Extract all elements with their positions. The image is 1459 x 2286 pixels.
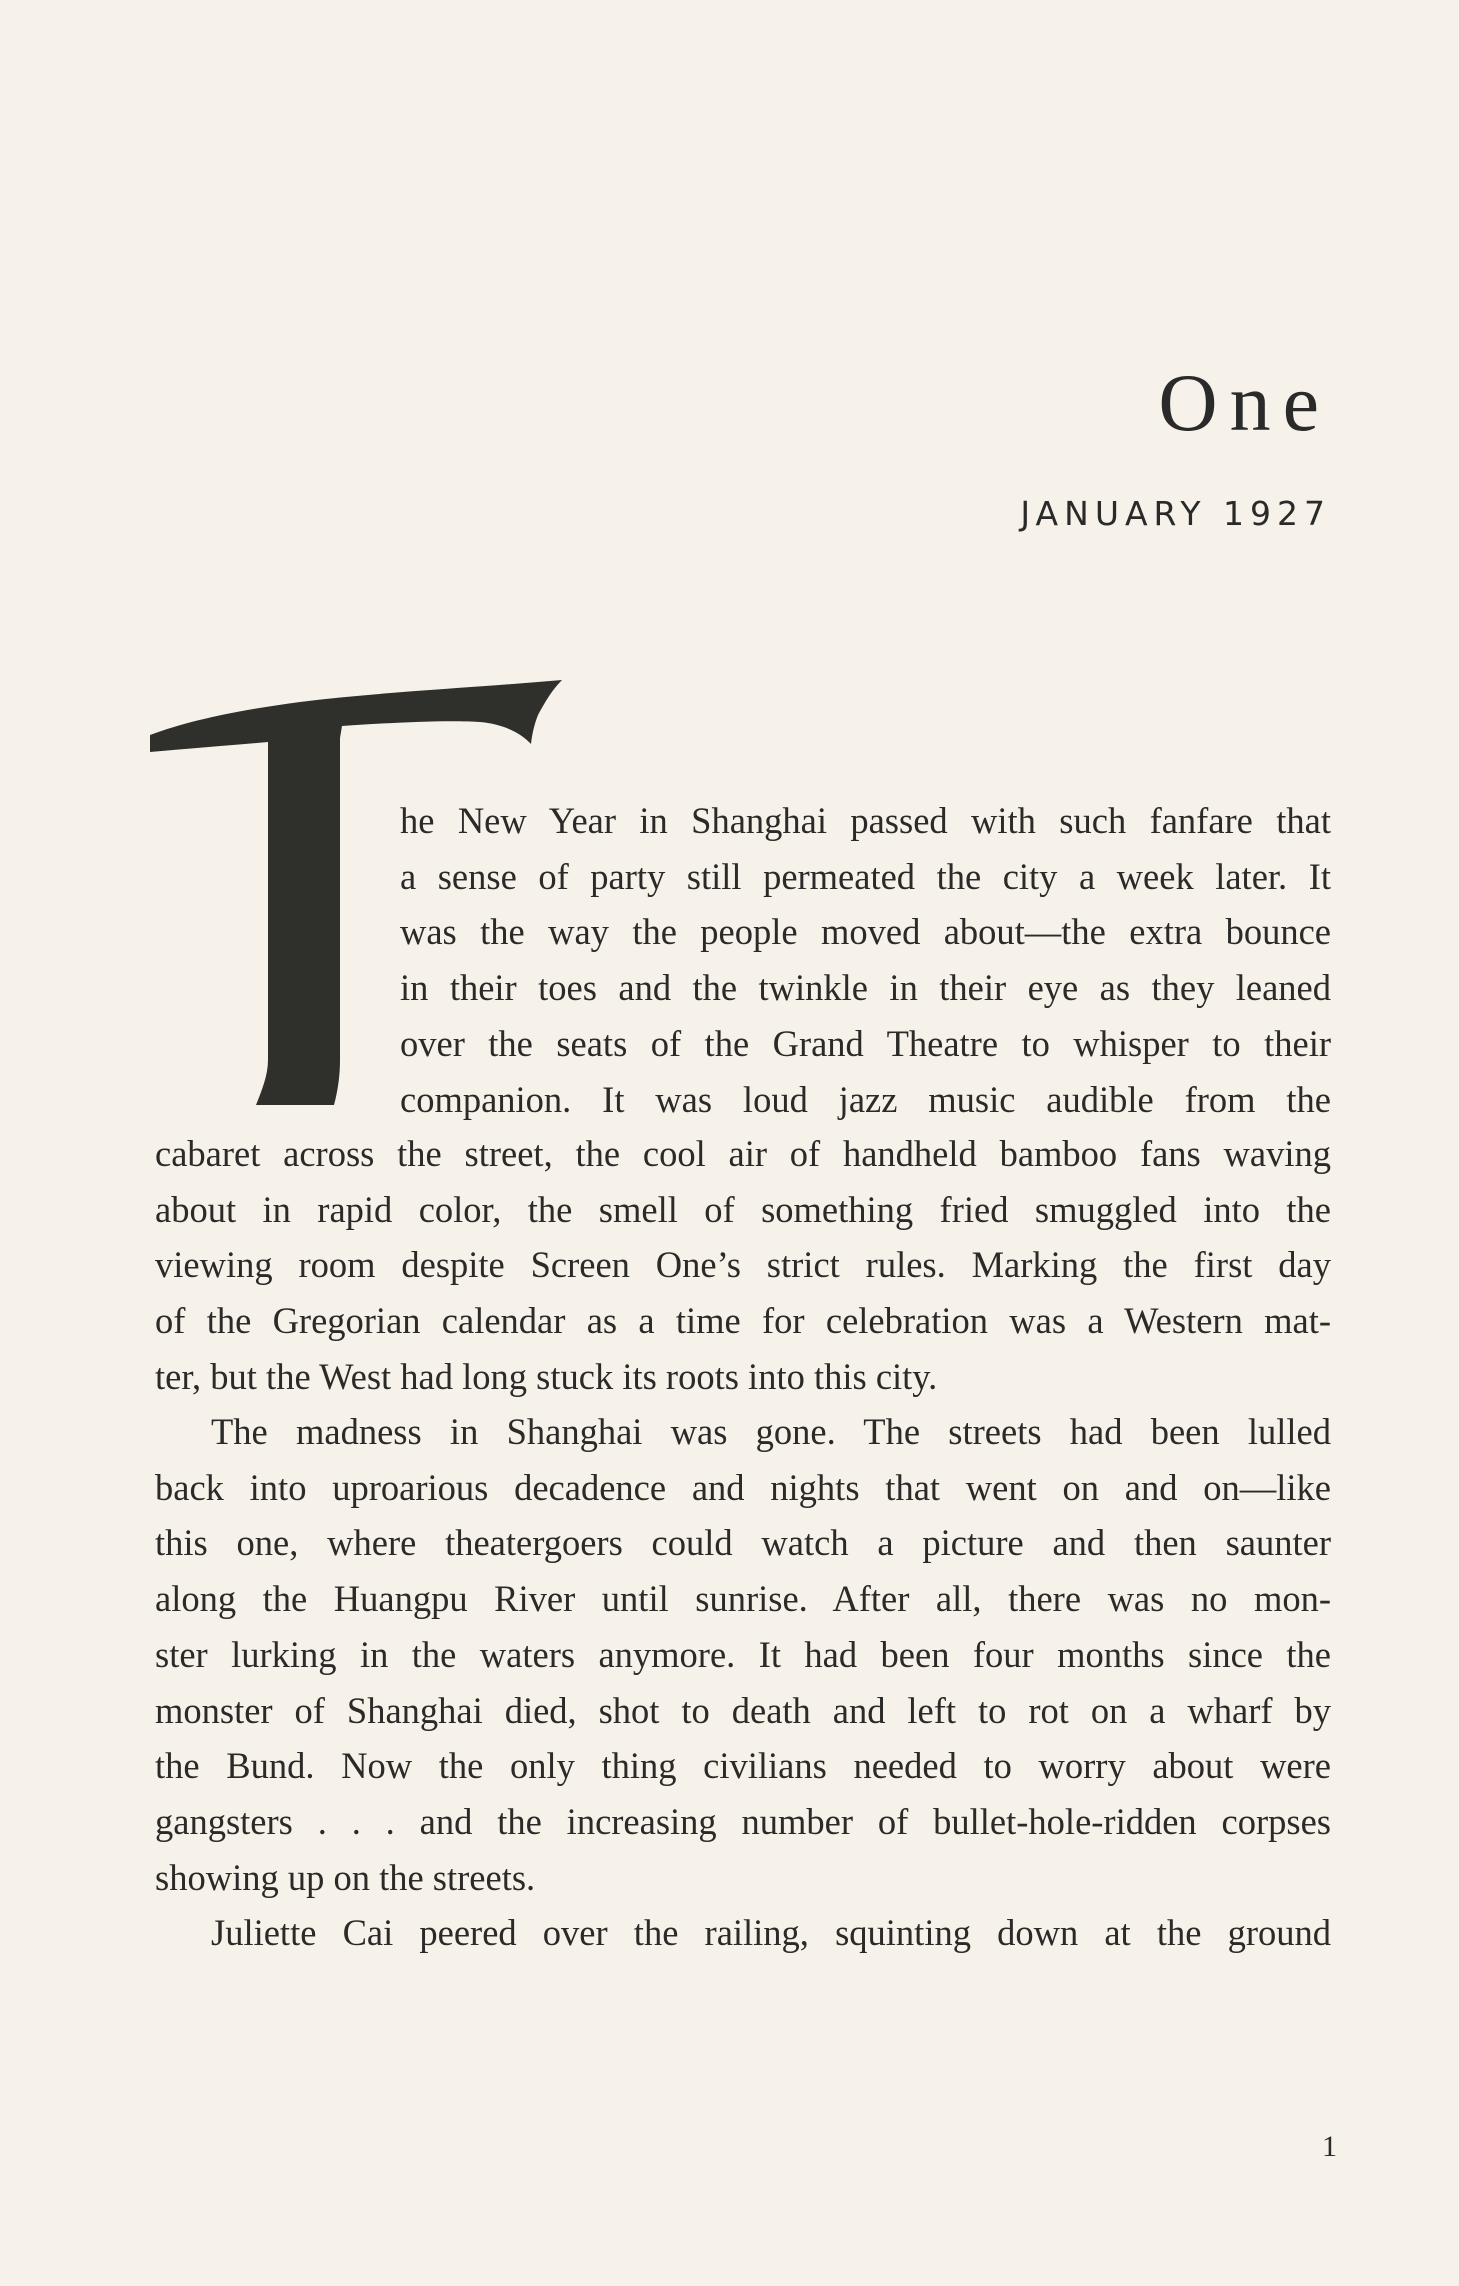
- text-line: viewing room despite Screen One’s strict rules. Marking the first day: [155, 1244, 1331, 1286]
- text-line: of the Gregorian calendar as a time for celebration was a Western mat-: [155, 1300, 1331, 1342]
- text-line: Juliette Cai peered over the railing, squinting down at the ground: [211, 1912, 1331, 1954]
- chapter-title: One: [1158, 357, 1331, 448]
- paragraph-2: [155, 1404, 1331, 1961]
- text-line: in their toes and the twinkle in their eye as they leaned: [400, 967, 1331, 1009]
- paragraph-1-beside-drop-cap: [400, 793, 1331, 1127]
- text-line: back into uproarious decadence and nights that went on and on—like: [155, 1466, 1331, 1508]
- text-line: The madness in Shanghai was gone. The streets had been lulled: [211, 1411, 1331, 1452]
- text-line: over the seats of the Grand Theatre to whisper to their: [400, 1022, 1331, 1064]
- text-line: was the way the people moved about—the extra bounce: [400, 911, 1331, 953]
- paragraph-1-continued: [155, 1126, 1331, 1405]
- text-line: ter, but the West had long stuck its roots into this city.: [155, 1355, 938, 1397]
- text-line: companion. It was loud jazz music audible from the: [400, 1078, 1331, 1120]
- text-line: about in rapid color, the smell of something fried smuggled into the: [155, 1188, 1331, 1230]
- text-line: monster of Shanghai died, shot to death and left to rot on a wharf by: [155, 1689, 1331, 1731]
- text-line: showing up on the streets.: [155, 1856, 536, 1898]
- text-line: this one, where theatergoers could watch a picture and then saunter: [155, 1522, 1331, 1564]
- text-line: along the Huangpu River until sunrise. After all, there was no mon-: [155, 1578, 1331, 1620]
- text-line: gangsters . . . and the increasing number of bullet-hole-ridden corpses: [155, 1800, 1331, 1842]
- text-line: he New Year in Shanghai passed with such fanfare that: [400, 800, 1331, 841]
- text-line: ster lurking in the waters anymore. It had been four months since the: [155, 1633, 1331, 1675]
- page-number: 1: [1322, 2130, 1337, 2163]
- text-line: the Bund. Now the only thing civilians needed to worry about were: [155, 1745, 1331, 1787]
- text-line: cabaret across the street, the cool air of handheld bamboo fans waving: [155, 1133, 1331, 1174]
- text-line: a sense of party still permeated the city a week later. It: [400, 855, 1331, 897]
- chapter-date: JANUARY 1927: [1020, 494, 1331, 533]
